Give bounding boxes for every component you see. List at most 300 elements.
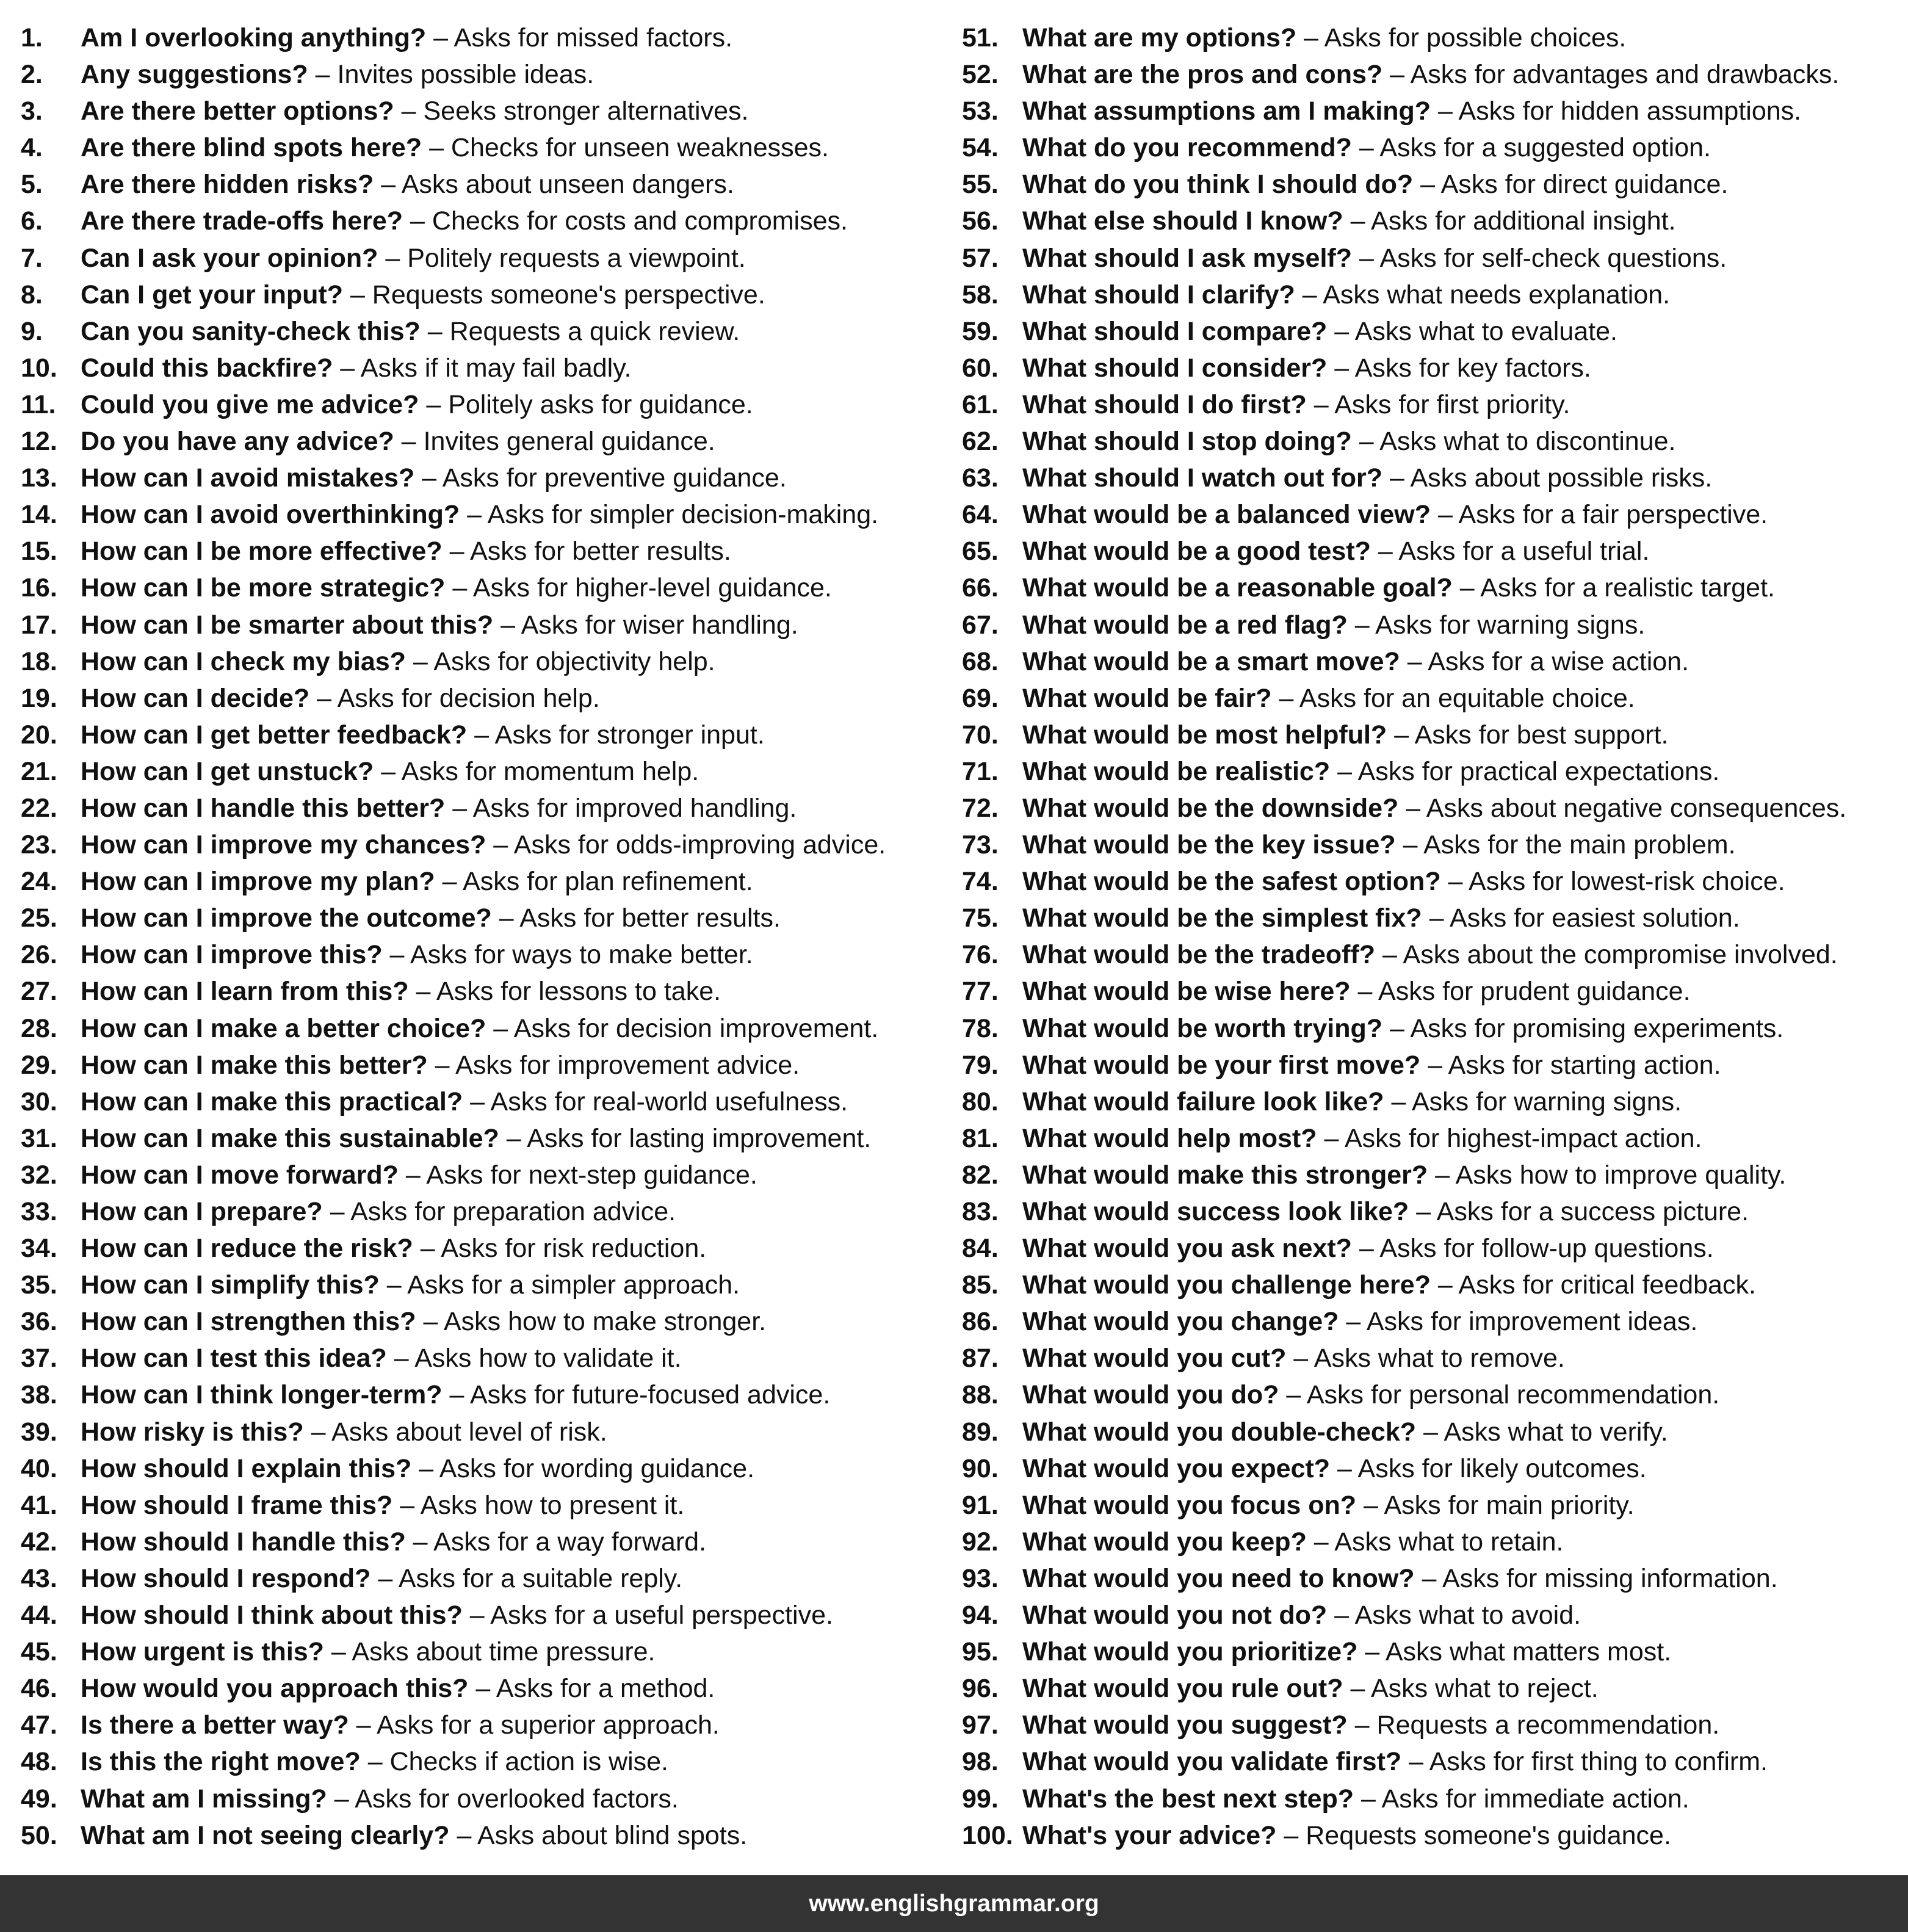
list-item bbox=[21, 1597, 936, 1634]
item-description: – Asks for preventive guidance. bbox=[422, 463, 787, 493]
item-question: What would be the downside? bbox=[1022, 793, 1399, 823]
item-description: – Asks for likely outcomes. bbox=[1337, 1453, 1647, 1483]
item-number: 67. bbox=[962, 610, 999, 640]
item-description: – Asks for better results. bbox=[499, 903, 781, 933]
list-item bbox=[21, 643, 936, 680]
list-item bbox=[962, 460, 1896, 496]
item-description: – Asks for direct guidance. bbox=[1420, 170, 1729, 200]
item-question: What would be the safest option? bbox=[1022, 867, 1441, 897]
item-question: What would be a balanced view? bbox=[1022, 500, 1431, 530]
item-description: – Asks for decision improvement. bbox=[493, 1013, 879, 1043]
item-description: – Asks for a wise action. bbox=[1407, 646, 1689, 676]
item-question: How can I improve this? bbox=[81, 940, 383, 970]
item-text bbox=[81, 1340, 682, 1377]
item-description: – Asks about blind spots. bbox=[457, 1820, 748, 1850]
item-text bbox=[1022, 1524, 1564, 1560]
item-description: – Asks for easiest solution. bbox=[1429, 903, 1740, 933]
item-question: How should I frame this? bbox=[81, 1490, 393, 1520]
item-text bbox=[1022, 1193, 1749, 1230]
item-number: 66. bbox=[962, 573, 999, 603]
list-item bbox=[962, 753, 1896, 790]
item-text bbox=[1022, 1303, 1697, 1340]
item-text bbox=[1022, 1120, 1702, 1157]
item-number: 25. bbox=[21, 903, 57, 933]
item-question: How can I move forward? bbox=[81, 1160, 399, 1190]
item-text bbox=[1022, 350, 1591, 386]
item-description: – Asks for a superior approach. bbox=[356, 1710, 720, 1740]
item-text bbox=[1022, 240, 1727, 277]
item-number: 36. bbox=[21, 1307, 57, 1337]
item-number: 16. bbox=[21, 573, 57, 603]
item-number: 42. bbox=[21, 1527, 57, 1557]
item-text bbox=[1022, 1157, 1786, 1193]
item-description: – Asks for wiser handling. bbox=[500, 610, 798, 640]
item-question: How should I think about this? bbox=[81, 1601, 463, 1630]
item-number: 55. bbox=[962, 170, 999, 200]
list-item bbox=[962, 1267, 1896, 1303]
item-description: – Politely requests a viewpoint. bbox=[385, 243, 746, 273]
list-item bbox=[962, 1230, 1896, 1267]
list-item bbox=[962, 900, 1896, 936]
item-text bbox=[81, 790, 797, 827]
item-text bbox=[1022, 643, 1689, 680]
item-question: How can I improve my chances? bbox=[81, 830, 486, 860]
item-description: – Invites general guidance. bbox=[401, 427, 715, 457]
list-item bbox=[962, 1157, 1896, 1193]
list-item bbox=[962, 277, 1896, 313]
item-description: – Asks for main priority. bbox=[1363, 1490, 1635, 1520]
item-text bbox=[1022, 827, 1736, 863]
item-description: – Asks for missed factors. bbox=[433, 23, 733, 52]
item-description: – Asks for odds-improving advice. bbox=[493, 830, 886, 860]
list-item bbox=[962, 129, 1896, 166]
item-question: What should I compare? bbox=[1022, 316, 1328, 346]
item-text bbox=[81, 973, 721, 1010]
item-text bbox=[81, 1377, 830, 1413]
item-question: What would success look like? bbox=[1022, 1197, 1409, 1226]
item-question: What would you rule out? bbox=[1022, 1674, 1343, 1704]
list-item bbox=[21, 900, 936, 936]
item-number: 31. bbox=[21, 1123, 57, 1153]
item-text bbox=[81, 386, 753, 423]
item-text bbox=[81, 1047, 800, 1084]
item-description: – Asks for a method. bbox=[475, 1674, 715, 1704]
item-description: – Asks what to retain. bbox=[1314, 1527, 1564, 1557]
item-text bbox=[1022, 533, 1649, 570]
item-description: – Asks for promising experiments. bbox=[1389, 1013, 1784, 1043]
item-description: – Asks for the main problem. bbox=[1403, 830, 1736, 860]
item-description: – Asks for an equitable choice. bbox=[1279, 683, 1635, 713]
item-question: How can I make a better choice? bbox=[81, 1013, 486, 1043]
item-text bbox=[81, 1084, 848, 1120]
item-question: What would be your first move? bbox=[1022, 1050, 1421, 1080]
item-description: – Asks what to avoid. bbox=[1334, 1601, 1581, 1630]
item-description: – Asks for best support. bbox=[1394, 720, 1669, 750]
item-text bbox=[1022, 607, 1645, 643]
item-text bbox=[81, 240, 746, 277]
item-question: How can I be smarter about this? bbox=[81, 610, 494, 640]
item-description: – Asks for a realistic target. bbox=[1459, 573, 1775, 603]
item-number: 18. bbox=[21, 646, 57, 676]
item-text bbox=[1022, 936, 1838, 973]
item-description: – Asks for immediate action. bbox=[1361, 1784, 1689, 1814]
item-text bbox=[81, 203, 848, 239]
item-description: – Asks for improved handling. bbox=[452, 793, 797, 823]
list-item bbox=[21, 1267, 936, 1303]
item-question: Are there blind spots here? bbox=[81, 133, 422, 163]
item-number: 83. bbox=[962, 1197, 999, 1226]
item-number: 46. bbox=[21, 1674, 57, 1704]
item-question: How can I improve my plan? bbox=[81, 867, 435, 897]
item-number: 33. bbox=[21, 1197, 57, 1226]
item-number: 71. bbox=[962, 756, 999, 786]
list-item bbox=[21, 1230, 936, 1267]
item-question: What would be a red flag? bbox=[1022, 610, 1348, 640]
item-text bbox=[81, 936, 753, 973]
list-item bbox=[962, 1120, 1896, 1157]
item-text bbox=[1022, 129, 1711, 166]
item-number: 6. bbox=[21, 206, 43, 236]
item-text bbox=[81, 1303, 766, 1340]
list-item bbox=[962, 166, 1896, 203]
item-text bbox=[81, 570, 832, 606]
item-number: 62. bbox=[962, 427, 999, 457]
item-question: How can I decide? bbox=[81, 683, 310, 713]
list-item bbox=[21, 827, 936, 863]
question-list-left bbox=[21, 20, 936, 1854]
item-number: 35. bbox=[21, 1270, 57, 1300]
list-item bbox=[21, 1743, 936, 1780]
item-question: Could this backfire? bbox=[81, 353, 333, 383]
item-question: What would make this stronger? bbox=[1022, 1160, 1428, 1190]
item-text bbox=[1022, 56, 1839, 93]
list-item bbox=[962, 1377, 1896, 1413]
item-text bbox=[1022, 1010, 1783, 1047]
list-item bbox=[21, 1670, 936, 1707]
item-question: How can I make this better? bbox=[81, 1050, 428, 1080]
item-text bbox=[81, 680, 600, 717]
item-number: 41. bbox=[21, 1490, 57, 1520]
item-description: – Asks what matters most. bbox=[1365, 1637, 1672, 1667]
list-item bbox=[962, 56, 1896, 93]
item-description: – Asks for starting action. bbox=[1428, 1050, 1721, 1080]
item-description: – Asks for self-check questions. bbox=[1359, 243, 1727, 273]
list-item bbox=[21, 386, 936, 423]
item-number: 26. bbox=[21, 940, 57, 970]
item-number: 5. bbox=[21, 170, 43, 200]
list-item bbox=[21, 753, 936, 790]
item-number: 72. bbox=[962, 793, 999, 823]
item-question: How can I learn from this? bbox=[81, 977, 409, 1007]
item-description: – Asks about level of risk. bbox=[311, 1417, 607, 1447]
list-item bbox=[962, 973, 1896, 1010]
list-item bbox=[962, 496, 1896, 533]
item-text bbox=[81, 1450, 754, 1487]
item-question: What would you focus on? bbox=[1022, 1490, 1356, 1520]
item-description: – Requests someone's perspective. bbox=[350, 280, 765, 309]
item-question: What would be the tradeoff? bbox=[1022, 940, 1376, 970]
item-number: 49. bbox=[21, 1784, 57, 1814]
item-question: Do you have any advice? bbox=[81, 427, 394, 457]
item-question: How can I think longer-term? bbox=[81, 1380, 443, 1410]
item-number: 53. bbox=[962, 96, 999, 126]
item-text bbox=[81, 607, 798, 643]
item-question: What else should I know? bbox=[1022, 206, 1343, 236]
item-question: What would be the key issue? bbox=[1022, 830, 1396, 860]
item-text bbox=[1022, 680, 1635, 717]
item-description: – Asks about negative consequences. bbox=[1406, 793, 1847, 823]
item-description: – Asks for ways to make better. bbox=[389, 940, 753, 970]
item-description: – Asks how to make stronger. bbox=[423, 1307, 767, 1337]
list-item bbox=[21, 1193, 936, 1230]
list-item bbox=[962, 350, 1896, 386]
item-number: 75. bbox=[962, 903, 999, 933]
item-number: 10. bbox=[21, 353, 57, 383]
item-number: 21. bbox=[21, 756, 57, 786]
item-description: – Requests a recommendation. bbox=[1354, 1710, 1720, 1740]
item-text bbox=[1022, 93, 1801, 129]
item-text bbox=[1022, 1377, 1719, 1413]
list-item bbox=[21, 277, 936, 313]
item-text bbox=[1022, 570, 1775, 606]
item-number: 68. bbox=[962, 646, 999, 676]
item-description: – Asks for wording guidance. bbox=[419, 1453, 755, 1483]
list-item bbox=[21, 1634, 936, 1670]
item-text bbox=[81, 1414, 607, 1450]
item-text bbox=[81, 753, 699, 790]
item-question: What would be wise here? bbox=[1022, 977, 1351, 1007]
item-description: – Asks about possible risks. bbox=[1389, 463, 1713, 493]
item-description: – Checks for costs and compromises. bbox=[410, 206, 848, 236]
item-text bbox=[81, 1817, 747, 1854]
list-item bbox=[962, 1414, 1896, 1450]
item-number: 19. bbox=[21, 683, 57, 713]
item-number: 39. bbox=[21, 1417, 57, 1447]
list-item bbox=[21, 1560, 936, 1597]
item-number: 48. bbox=[21, 1747, 57, 1777]
list-item bbox=[962, 203, 1896, 239]
item-question: What would you not do? bbox=[1022, 1601, 1328, 1630]
item-text bbox=[1022, 1670, 1599, 1707]
item-description: – Checks for unseen weaknesses. bbox=[429, 133, 829, 163]
item-text bbox=[81, 1157, 757, 1193]
item-number: 51. bbox=[962, 23, 999, 52]
item-text bbox=[81, 350, 631, 386]
item-number: 92. bbox=[962, 1527, 999, 1557]
list-item bbox=[21, 936, 936, 973]
item-question: Are there hidden risks? bbox=[81, 170, 374, 200]
item-number: 44. bbox=[21, 1601, 57, 1630]
item-text bbox=[1022, 423, 1675, 460]
list-item bbox=[21, 1047, 936, 1084]
list-item bbox=[962, 1487, 1896, 1524]
item-description: – Asks for a suggested option. bbox=[1359, 133, 1711, 163]
list-item bbox=[21, 680, 936, 717]
item-number: 9. bbox=[21, 316, 43, 346]
item-description: – Asks about unseen dangers. bbox=[381, 170, 734, 200]
item-question: What should I consider? bbox=[1022, 353, 1328, 383]
item-number: 97. bbox=[962, 1710, 999, 1740]
list-item bbox=[21, 496, 936, 533]
list-item bbox=[962, 680, 1896, 717]
item-number: 40. bbox=[21, 1453, 57, 1483]
item-description: – Asks for warning signs. bbox=[1391, 1087, 1682, 1116]
item-text bbox=[81, 56, 594, 93]
item-question: What would be fair? bbox=[1022, 683, 1272, 713]
item-text bbox=[81, 496, 878, 533]
item-description: – Asks for first priority. bbox=[1314, 389, 1570, 419]
item-description: – Asks for critical feedback. bbox=[1437, 1270, 1756, 1300]
footer-website: www.englishgrammar.org bbox=[809, 1890, 1099, 1917]
list-item bbox=[21, 1377, 936, 1413]
item-description: – Asks what to reject. bbox=[1350, 1674, 1599, 1704]
item-question: Is there a better way? bbox=[81, 1710, 349, 1740]
item-number: 30. bbox=[21, 1087, 57, 1116]
item-description: – Asks for personal recommendation. bbox=[1286, 1380, 1720, 1410]
item-question: What would failure look like? bbox=[1022, 1087, 1384, 1116]
item-question: What would be a smart move? bbox=[1022, 646, 1400, 676]
item-number: 96. bbox=[962, 1674, 999, 1704]
item-text bbox=[81, 717, 765, 753]
item-question: How can I prepare? bbox=[81, 1197, 323, 1226]
list-item bbox=[962, 1781, 1896, 1817]
item-text bbox=[1022, 1487, 1635, 1524]
item-question: What would you validate first? bbox=[1022, 1747, 1402, 1777]
item-number: 50. bbox=[21, 1820, 57, 1850]
item-text bbox=[81, 1670, 715, 1707]
item-number: 89. bbox=[962, 1417, 999, 1447]
item-question: What's your advice? bbox=[1022, 1820, 1277, 1850]
item-number: 47. bbox=[21, 1710, 57, 1740]
item-text bbox=[81, 1597, 833, 1634]
item-text bbox=[1022, 1414, 1668, 1450]
list-item bbox=[962, 1597, 1896, 1634]
item-description: – Asks for practical expectations. bbox=[1337, 756, 1720, 786]
item-number: 58. bbox=[962, 280, 999, 309]
list-item bbox=[21, 1707, 936, 1743]
item-question: Could you give me advice? bbox=[81, 389, 419, 419]
item-question: What would be a reasonable goal? bbox=[1022, 573, 1453, 603]
item-description: – Asks what to verify. bbox=[1423, 1417, 1668, 1447]
item-text bbox=[1022, 973, 1691, 1010]
item-question: What would be worth trying? bbox=[1022, 1013, 1382, 1043]
item-description: – Asks for plan refinement. bbox=[442, 867, 753, 897]
item-question: What would you ask next? bbox=[1022, 1234, 1352, 1264]
list-item bbox=[21, 790, 936, 827]
list-item bbox=[962, 790, 1896, 827]
list-item bbox=[962, 20, 1896, 56]
item-question: What would you prioritize? bbox=[1022, 1637, 1358, 1667]
item-number: 85. bbox=[962, 1270, 999, 1300]
item-text bbox=[1022, 1267, 1756, 1303]
item-number: 54. bbox=[962, 133, 999, 163]
item-number: 8. bbox=[21, 280, 43, 309]
item-text bbox=[81, 20, 732, 56]
item-text bbox=[81, 423, 715, 460]
item-question: How urgent is this? bbox=[81, 1637, 324, 1667]
list-item bbox=[21, 1781, 936, 1817]
item-text bbox=[1022, 313, 1617, 350]
item-number: 88. bbox=[962, 1380, 999, 1410]
item-text bbox=[1022, 277, 1670, 313]
item-question: Any suggestions? bbox=[81, 60, 308, 90]
list-item bbox=[21, 717, 936, 753]
list-item bbox=[962, 386, 1896, 423]
item-question: What would be realistic? bbox=[1022, 756, 1331, 786]
item-number: 94. bbox=[962, 1601, 999, 1630]
item-number: 15. bbox=[21, 537, 57, 566]
item-number: 79. bbox=[962, 1050, 999, 1080]
item-description: – Asks for missing information. bbox=[1422, 1563, 1778, 1593]
item-question: How can I avoid overthinking? bbox=[81, 500, 460, 530]
item-number: 4. bbox=[21, 133, 43, 163]
item-description: – Asks for improvement advice. bbox=[435, 1050, 800, 1080]
item-text bbox=[81, 1120, 871, 1157]
item-question: What would you challenge here? bbox=[1022, 1270, 1431, 1300]
item-description: – Invites possible ideas. bbox=[315, 60, 594, 90]
item-text bbox=[81, 1524, 706, 1560]
list-item bbox=[962, 1560, 1896, 1597]
item-description: – Seeks stronger alternatives. bbox=[401, 96, 749, 126]
item-number: 13. bbox=[21, 463, 57, 493]
item-text bbox=[81, 166, 734, 203]
item-description: – Asks for additional insight. bbox=[1350, 206, 1676, 236]
item-description: – Asks for prudent guidance. bbox=[1357, 977, 1691, 1007]
item-question: What are the pros and cons? bbox=[1022, 60, 1383, 90]
item-question: What should I stop doing? bbox=[1022, 427, 1352, 457]
list-item bbox=[21, 570, 936, 606]
item-question: What would you do? bbox=[1022, 1380, 1279, 1410]
item-question: What am I missing? bbox=[81, 1784, 327, 1814]
item-text bbox=[1022, 460, 1712, 496]
item-number: 74. bbox=[962, 867, 999, 897]
item-description: – Asks for real-world usefulness. bbox=[470, 1087, 848, 1116]
item-description: – Asks how to improve quality. bbox=[1435, 1160, 1787, 1190]
item-number: 86. bbox=[962, 1307, 999, 1337]
item-number: 1. bbox=[21, 23, 43, 52]
item-number: 98. bbox=[962, 1747, 999, 1777]
item-description: – Asks for overlooked factors. bbox=[334, 1784, 679, 1814]
list-item bbox=[962, 1817, 1896, 1854]
item-description: – Asks what needs explanation. bbox=[1302, 280, 1671, 309]
item-number: 84. bbox=[962, 1234, 999, 1264]
item-text bbox=[1022, 496, 1768, 533]
item-number: 63. bbox=[962, 463, 999, 493]
item-description: – Asks what to remove. bbox=[1293, 1344, 1565, 1373]
list-item bbox=[962, 93, 1896, 129]
list-item bbox=[21, 973, 936, 1010]
item-description: – Checks if action is wise. bbox=[367, 1747, 668, 1777]
list-item bbox=[962, 423, 1896, 460]
item-text bbox=[81, 1781, 679, 1817]
item-description: – Asks for highest-impact action. bbox=[1324, 1123, 1702, 1153]
item-number: 23. bbox=[21, 830, 57, 860]
item-text bbox=[81, 900, 781, 936]
item-question: What assumptions am I making? bbox=[1022, 96, 1431, 126]
item-question: How should I explain this? bbox=[81, 1453, 412, 1483]
item-number: 17. bbox=[21, 610, 57, 640]
item-number: 20. bbox=[21, 720, 57, 750]
item-text bbox=[81, 460, 787, 496]
item-question: Is this the right move? bbox=[81, 1747, 361, 1777]
item-description: – Asks for advantages and drawbacks. bbox=[1390, 60, 1840, 90]
item-text bbox=[81, 277, 765, 313]
item-question: What's the best next step? bbox=[1022, 1784, 1354, 1814]
list-item bbox=[962, 313, 1896, 350]
item-question: What should I clarify? bbox=[1022, 280, 1295, 309]
item-description: – Asks for objectivity help. bbox=[413, 646, 715, 676]
item-number: 56. bbox=[962, 206, 999, 236]
